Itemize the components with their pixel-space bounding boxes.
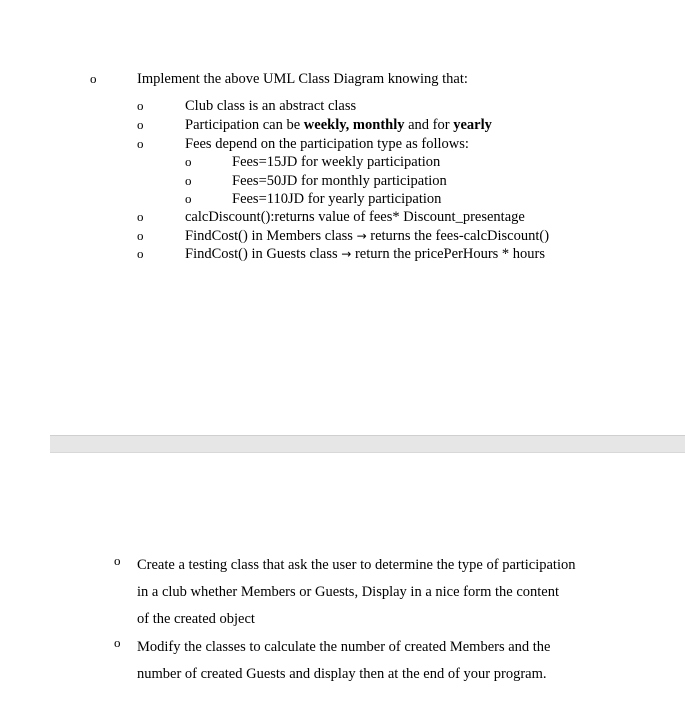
members-cost-text: FindCost() in Members class bbox=[185, 228, 357, 244]
list-item-fees: Fees depend on the participation type as follows: bbox=[185, 136, 469, 152]
list-item-club: Club class is an abstract class bbox=[185, 98, 357, 114]
participation-monthly: monthly bbox=[352, 117, 405, 133]
participation-yearly: yearly bbox=[453, 117, 492, 133]
bullet-marker: o bbox=[137, 209, 144, 224]
bullet-marker: o bbox=[90, 71, 97, 86]
page-separator bbox=[50, 435, 685, 453]
bullet-marker: o bbox=[137, 98, 144, 113]
participation-weekly: weekly, bbox=[303, 117, 350, 133]
bullet-marker: o bbox=[137, 246, 144, 261]
bullet-marker: o bbox=[137, 117, 144, 132]
list-item-guests-cost bbox=[185, 245, 545, 263]
bullet-marker: o bbox=[114, 635, 121, 650]
sub-item-fee-yearly: Fees=110JD for yearly participation bbox=[232, 191, 442, 207]
guests-cost-result: return the pricePerHours * hours bbox=[351, 246, 546, 262]
members-cost-result: returns the fees-calcDiscount() bbox=[366, 228, 550, 244]
right-arrow-icon: → bbox=[341, 247, 352, 261]
list-item-participation bbox=[185, 116, 492, 134]
right-arrow-icon: → bbox=[356, 229, 367, 243]
participation-text-and: and for bbox=[404, 117, 454, 133]
section-heading: Implement the above UML Class Diagram knowing that: bbox=[137, 71, 468, 87]
guests-cost-text: FindCost() in Guests class bbox=[185, 246, 342, 262]
testing-task-line-1: Create a testing class that ask the user to determine the type of participation bbox=[137, 557, 576, 573]
bullet-marker: o bbox=[137, 136, 144, 151]
bullet-marker: o bbox=[137, 228, 144, 243]
modify-task-line-1: Modify the classes to calculate the number of created Members and the bbox=[137, 639, 551, 655]
testing-task-line-2: in a club whether Members or Guests, Display in a nice form the content bbox=[137, 584, 559, 600]
testing-task-line-3: of the created object bbox=[137, 611, 255, 627]
list-item-calc-discount: calcDiscount():returns value of fees* Discount_presentage bbox=[185, 209, 525, 225]
modify-task-line-2: number of created Guests and display then at the end of your program. bbox=[137, 666, 547, 682]
list-item-members-cost bbox=[185, 227, 549, 245]
bullet-marker: o bbox=[114, 553, 121, 568]
sub-item-fee-monthly: Fees=50JD for monthly participation bbox=[232, 173, 447, 189]
bullet-marker: o bbox=[185, 154, 192, 169]
participation-text: Participation can be bbox=[185, 117, 304, 133]
sub-item-fee-weekly: Fees=15JD for weekly participation bbox=[232, 154, 441, 170]
bullet-marker: o bbox=[185, 173, 192, 188]
bullet-marker: o bbox=[185, 191, 192, 206]
